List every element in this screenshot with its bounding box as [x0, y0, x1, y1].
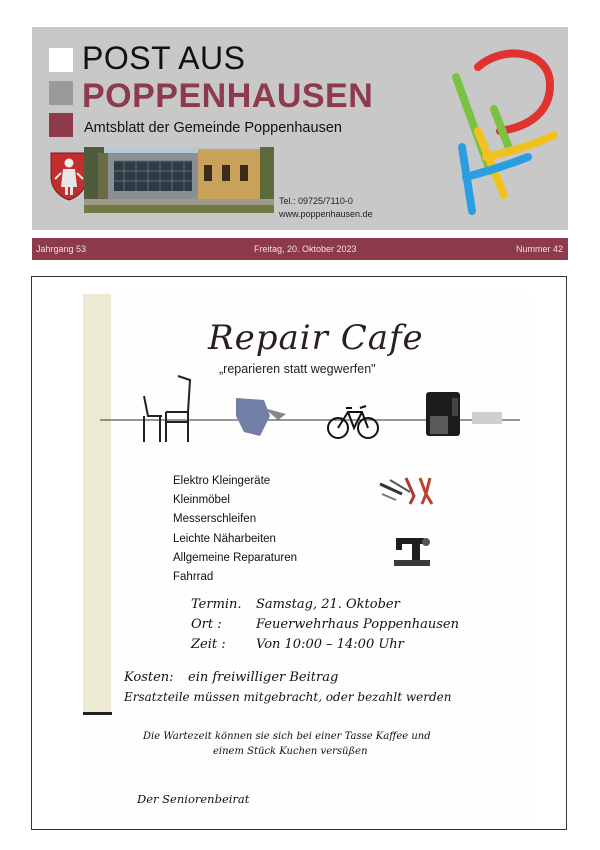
flyer-side-strip [83, 294, 111, 714]
masthead-subtitle: Amtsblatt der Gemeinde Poppenhausen [84, 120, 342, 136]
wait-note-line2: einem Stück Kuchen versüßen [213, 746, 368, 757]
service-item: Messerschleifen [173, 513, 257, 526]
service-item: Fahrrad [173, 571, 214, 584]
tools-icon [376, 474, 438, 508]
wait-note-line1: Die Wartezeit können sie sich bei einer Tasse Kaffee und [143, 731, 431, 742]
contact-info [279, 195, 373, 221]
issue-date: Freitag, 20. Oktober 2023 [254, 244, 357, 254]
flyer-subtitle: „reparieren statt wegwerfen" [219, 362, 376, 376]
service-item: Leichte Näharbeiten [173, 532, 276, 545]
parts-note: Ersatzteile müssen mitgebracht, oder bezahlt werden [124, 690, 452, 704]
town-hall-photo [84, 147, 274, 213]
coffee-machine-icon [426, 392, 460, 436]
bicycle-icon [328, 406, 378, 438]
cloth-icon [236, 398, 286, 436]
issue-volume: Jahrgang 53 [36, 244, 87, 254]
service-item: Allgemeine Reparaturen [173, 551, 298, 564]
repair-items-illustration [100, 372, 520, 457]
costs-value: ein freiwilliger Beitrag [188, 670, 339, 685]
flyer-title: Repair Cafe [208, 318, 424, 358]
masthead-title-line1: POST AUS [82, 40, 246, 76]
event-place-label: Ort : [191, 617, 222, 632]
service-item: Elektro Kleingeräte [173, 475, 271, 487]
event-date-value: Samstag, 21. Oktober [256, 597, 400, 612]
white-square-mark [49, 48, 73, 72]
issue-number: Nummer 42 [515, 244, 563, 254]
services-list [173, 472, 297, 587]
event-date-label: Termin. [191, 597, 242, 612]
sewing-machine-icon [392, 530, 432, 570]
phone-number: Tel.: 09725/7110-0 [279, 196, 353, 206]
issue-info-bar [32, 238, 568, 260]
chairs-icon [144, 376, 190, 442]
masthead-title-line2: POPPENHAUSEN [82, 77, 374, 115]
website-link[interactable]: www.poppenhausen.de [279, 209, 373, 219]
pp-colorful-logo-icon [442, 39, 562, 219]
maroon-square-mark [49, 113, 73, 137]
flyer-strip-rule [83, 712, 112, 715]
event-time-label: Zeit : [191, 637, 226, 652]
flyer-signature: Der Seniorenbeirat [137, 792, 250, 806]
gray-square-mark [49, 81, 73, 105]
toaster-icon [472, 412, 502, 424]
masthead [32, 27, 568, 230]
event-time-value: Von 10:00 – 14:00 Uhr [256, 637, 404, 652]
service-item: Kleinmöbel [173, 494, 230, 507]
costs-label: Kosten: [124, 670, 174, 685]
event-place-value: Feuerwehrhaus Poppenhausen [256, 617, 459, 632]
